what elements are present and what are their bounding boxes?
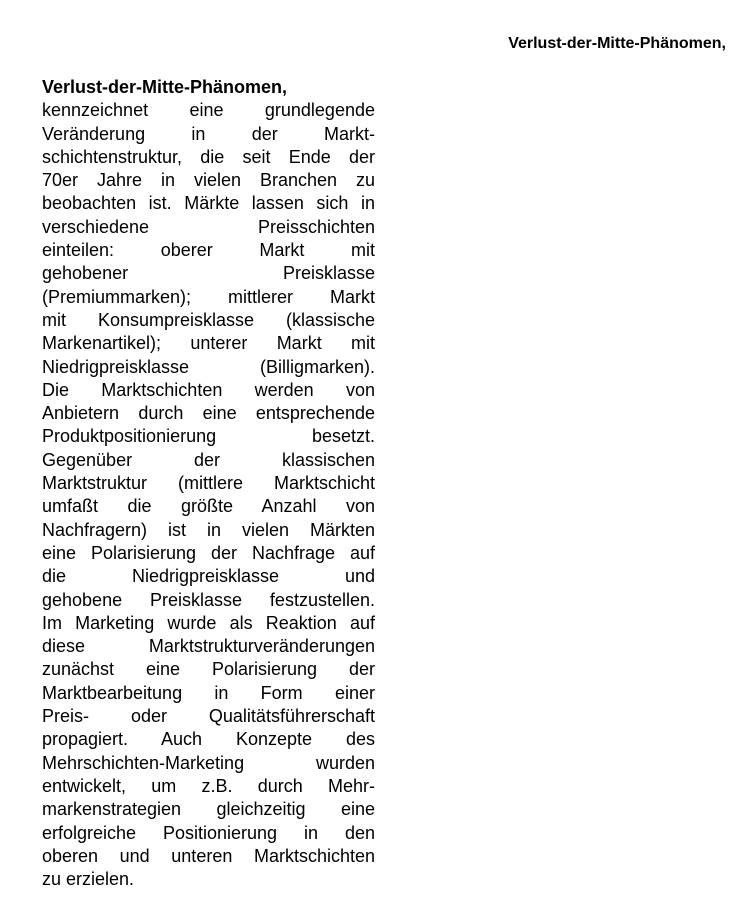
entry-text-line: verschiedene Preisschichten (42, 216, 375, 237)
entry-text-line: mit Konsumpreisklasse (klassische (42, 309, 375, 330)
entry-term: Verlust-der-Mitte-Phänomen, (42, 77, 288, 97)
entry-text-line: beobachten ist. Märkte lassen sich in (42, 193, 375, 214)
entry-text-line: kennzeichnet eine grundlegende (42, 100, 375, 121)
entry-text-line: entwickelt, um z.B. durch Mehr- (42, 775, 375, 796)
entry-text-line: Marktbearbeitung in Form einer (42, 682, 375, 703)
entry-text-line: eine Polarisierung der Nachfrage auf (42, 542, 375, 563)
entry-text-line: Gegenüber der klassischen (42, 449, 375, 470)
entry-text-line: zu erzielen. (42, 869, 135, 890)
entry-text-line: Produktpositionierung besetzt. (42, 426, 375, 447)
entry-text-line: einteilen: oberer Markt mit (42, 240, 375, 261)
entry-text-line: Marktstruktur (mittlere Marktschicht (42, 473, 375, 494)
entry-text-line: Niedrigpreisklasse (Billigmarken). (42, 356, 375, 377)
entry-text-line: markenstrategien gleichzeitig eine (42, 799, 375, 820)
entry-body (42, 99, 375, 891)
entry-text-line: (Premiummarken); mittlerer Markt (42, 286, 375, 307)
entry-text-line: gehobene Preisklasse festzustellen. (42, 589, 375, 610)
entry-text-line: Im Marketing wurde als Reaktion auf (42, 612, 375, 633)
entry-text-line: Preis- oder Qualitätsführerschaft (42, 706, 375, 727)
entry-text-line: diese Marktstrukturveränderungen (42, 636, 375, 657)
entry-text-line: umfaßt die größte Anzahl von (42, 496, 375, 517)
running-header-title: Verlust-der-Mitte-Phänomen, (508, 35, 726, 52)
entry-text-line: Anbietern durch eine entsprechende (42, 403, 375, 424)
entry-text-line: Die Marktschichten werden von (42, 379, 375, 400)
entry-text-line: propagiert. Auch Konzepte des (42, 729, 375, 750)
entry-text-line: schichtenstruktur, die seit Ende der (42, 146, 375, 167)
entry-text-line: oberen und unteren Marktschichten (42, 845, 375, 866)
entry-text-line: 70er Jahre in vielen Branchen zu (42, 170, 375, 191)
entry-text-line: Veränderung in der Markt- (42, 123, 375, 144)
entry-text-line: gehobener Preisklasse (42, 263, 375, 284)
entry-text-line: Mehrschichten-Marketing wurden (42, 752, 375, 773)
dictionary-entry (42, 76, 375, 891)
entry-text-line: die Niedrigpreisklasse und (42, 566, 375, 587)
entry-text-line: zunächst eine Polarisierung der (42, 659, 375, 680)
entry-text-line: Markenartikel); unterer Markt mit (42, 333, 375, 354)
entry-text-line: erfolgreiche Positionierung in den (42, 822, 375, 843)
entry-text-line: Nachfragern) ist in vielen Märkten (42, 519, 375, 540)
